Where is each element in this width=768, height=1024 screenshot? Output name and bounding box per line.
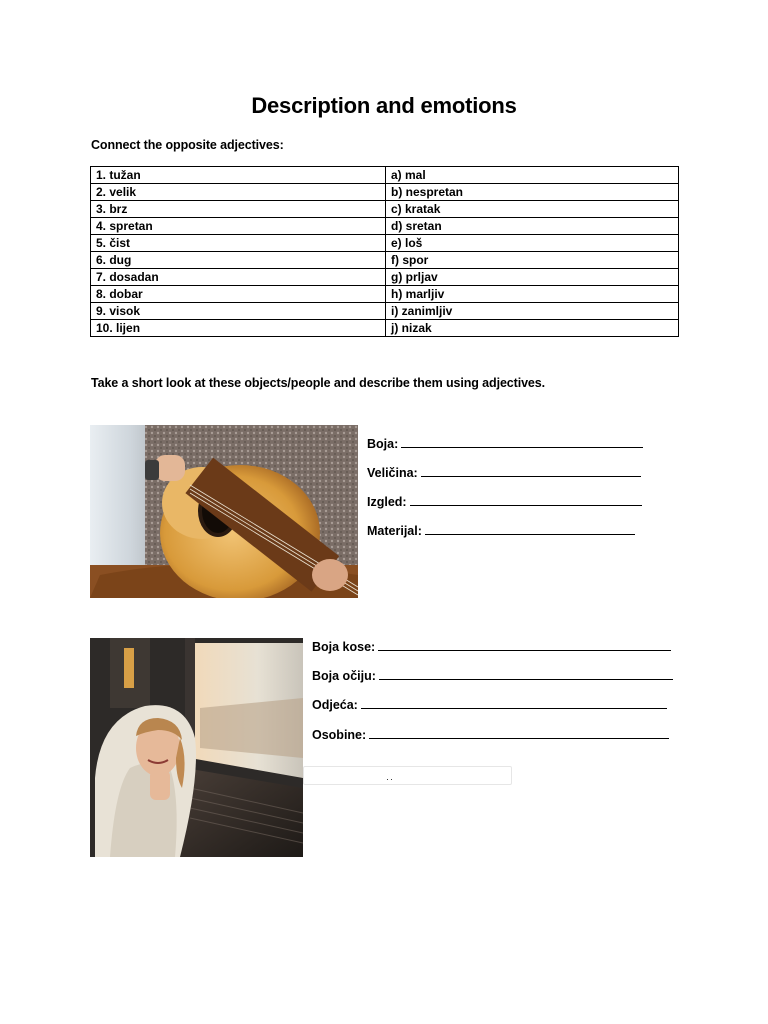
field-label: Izgled: xyxy=(367,495,407,509)
table-cell-left: 1. tužan xyxy=(91,167,386,184)
table-cell-right: b) nespretan xyxy=(386,184,679,201)
table-cell-right: g) prljav xyxy=(386,269,679,286)
table-cell-right: i) zanimljiv xyxy=(386,303,679,320)
field-label: Materijal: xyxy=(367,524,422,538)
field-osobine[interactable] xyxy=(312,727,669,742)
answer-line[interactable] xyxy=(379,668,673,680)
instruction-describe: Take a short look at these objects/people and describe them using adjectives. xyxy=(91,376,546,390)
field-label: Osobine: xyxy=(312,728,367,742)
table-cell-left: 5. čist xyxy=(91,235,386,252)
table-cell-right: e) loš xyxy=(386,235,679,252)
table-row xyxy=(91,167,679,184)
table-row xyxy=(91,201,679,218)
page-title: Description and emotions xyxy=(251,93,517,118)
field-boja-kose[interactable] xyxy=(312,639,671,654)
table-cell-right: h) marljiv xyxy=(386,286,679,303)
guitar-photo xyxy=(90,425,358,598)
table-cell-left: 7. dosadan xyxy=(91,269,386,286)
table-cell-left: 6. dug xyxy=(91,252,386,269)
answer-line[interactable] xyxy=(410,494,642,506)
table-cell-right: c) kratak xyxy=(386,201,679,218)
answer-line[interactable] xyxy=(401,436,643,448)
field-izgled[interactable] xyxy=(367,494,642,509)
answer-line[interactable] xyxy=(361,697,667,709)
girl-photo xyxy=(90,638,303,857)
table-cell-right: f) spor xyxy=(386,252,679,269)
field-boja-ociju[interactable] xyxy=(312,668,673,683)
field-boja[interactable] xyxy=(367,436,643,451)
table-cell-left: 3. brz xyxy=(91,201,386,218)
table-row xyxy=(91,218,679,235)
table-row xyxy=(91,184,679,201)
table-row xyxy=(91,303,679,320)
table-row xyxy=(91,269,679,286)
field-label: Boja: xyxy=(367,437,399,451)
field-label: Boja očiju: xyxy=(312,669,376,683)
field-materijal[interactable] xyxy=(367,523,635,538)
table-row xyxy=(91,320,679,337)
embedded-text-box[interactable] xyxy=(303,766,512,785)
guitar-illustration xyxy=(90,425,358,598)
cursor-mark-icon: ·· xyxy=(386,774,394,784)
field-velicina[interactable] xyxy=(367,465,641,480)
table-cell-left: 8. dobar xyxy=(91,286,386,303)
table-row xyxy=(91,286,679,303)
answer-line[interactable] xyxy=(421,465,641,477)
answer-line[interactable] xyxy=(378,639,671,651)
table-row xyxy=(91,252,679,269)
table-cell-left: 4. spretan xyxy=(91,218,386,235)
adjective-table xyxy=(90,166,679,337)
field-label: Odjeća: xyxy=(312,698,358,712)
answer-line[interactable] xyxy=(369,727,669,739)
table-cell-right: a) mal xyxy=(386,167,679,184)
table-row xyxy=(91,235,679,252)
instruction-connect: Connect the opposite adjectives: xyxy=(91,138,284,152)
table-cell-left: 2. velik xyxy=(91,184,386,201)
table-cell-left: 10. lijen xyxy=(91,320,386,337)
table-cell-left: 9. visok xyxy=(91,303,386,320)
table-cell-right: d) sretan xyxy=(386,218,679,235)
field-label: Boja kose: xyxy=(312,640,376,654)
table-cell-right: j) nizak xyxy=(386,320,679,337)
girl-illustration xyxy=(90,638,303,857)
field-odjeca[interactable] xyxy=(312,697,667,712)
field-label: Veličina: xyxy=(367,466,418,480)
answer-line[interactable] xyxy=(425,523,635,535)
